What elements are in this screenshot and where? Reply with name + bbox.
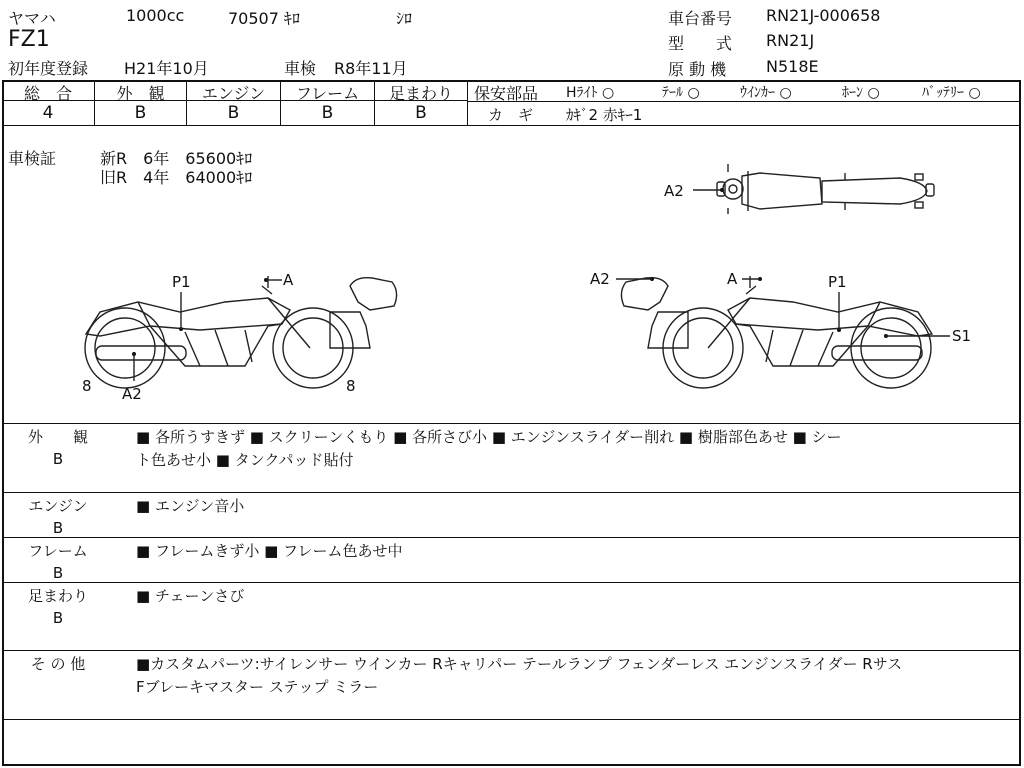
inspection-old: 旧R 4年 64000ｷﾛ <box>100 168 253 187</box>
shaken-label: 車検 <box>284 59 317 78</box>
check-mark-icon: ○ <box>601 85 615 101</box>
inspection-new: 新R 6年 65600ｷﾛ <box>100 149 253 168</box>
remark-text-suspension: ■ チェーンさび <box>136 587 245 605</box>
maker: ヤマハ <box>8 9 56 28</box>
label-left-8a: 8 <box>82 377 92 395</box>
top-view-bike <box>717 164 934 214</box>
remark-label-engine: エンジン B <box>28 497 88 537</box>
grade-value-exterior: B <box>134 103 147 123</box>
key-value: ｶｷﾞ2 赤ｷｰ1 <box>566 106 643 124</box>
label-right-p1: P1 <box>828 273 847 291</box>
grade-value-frame: B <box>321 103 334 123</box>
check-mark-icon: ○ <box>687 85 700 101</box>
inspection-label: 車検証 <box>8 149 57 168</box>
type-value: RN21J <box>766 31 815 50</box>
safety-item-battery: ﾊﾞｯﾃﾘｰ ○ <box>922 85 981 101</box>
body-color: ｼﾛ <box>396 9 413 28</box>
remarks-line-3 <box>2 582 1021 583</box>
remarks-line-2 <box>2 537 1021 538</box>
label-top-a2: A2 <box>664 182 684 200</box>
grade-value-overall: 4 <box>42 103 54 123</box>
right-view-bike <box>621 276 932 388</box>
grade-label-engine: エンジン <box>201 84 266 103</box>
grade-label-frame: フレーム <box>295 84 360 103</box>
displacement: 1000cc <box>126 6 185 25</box>
shaken-value: R8年11月 <box>334 59 408 78</box>
label-right-a2: A2 <box>590 270 610 288</box>
grade-label-suspension: 足まわり <box>388 84 453 103</box>
frame-no-value: RN21J-000658 <box>766 6 881 25</box>
frame-no-label: 車台番号 <box>668 9 733 28</box>
remarks-line-5 <box>2 719 1021 720</box>
safety-item-horn: ﾎｰﾝ ○ <box>842 85 880 101</box>
remark-text-engine: ■ エンジン音小 <box>136 497 245 515</box>
col-line-5 <box>467 80 468 125</box>
engine-value: N518E <box>766 57 819 76</box>
safety-item-tail: ﾃｰﾙ ○ <box>662 85 700 101</box>
remark-text-frame: ■ フレームきず小 ■ フレーム色あせ中 <box>136 542 403 560</box>
label-right-s1: S1 <box>952 327 972 345</box>
first-reg-value: H21年10月 <box>124 59 209 78</box>
remark-text-other: ■カスタムパーツ:サイレンサー ウインカー Rキャリパー テールランプ フェンダーレス エンジンスライダー Rサス Fブレーキマスター ステップ ミラー <box>136 655 903 696</box>
label-left-a2: A2 <box>122 385 142 403</box>
remarks-line-1 <box>2 492 1021 493</box>
check-mark-icon: ○ <box>968 85 981 101</box>
remark-label-suspension: 足まわり B <box>27 587 88 627</box>
type-label: 型 式 <box>668 34 733 53</box>
check-mark-icon: ○ <box>779 85 792 101</box>
grade-value-engine: B <box>227 103 240 123</box>
remark-label-exterior: 外 観 B <box>27 428 88 468</box>
remarks-top-line <box>2 423 1021 424</box>
grade-value-suspension: B <box>415 103 427 123</box>
check-mark-icon: ○ <box>867 85 880 101</box>
key-label: カ ギ <box>488 106 534 124</box>
remarks-line-4 <box>2 650 1021 651</box>
left-view-bike <box>85 276 397 388</box>
marker-dot <box>720 188 724 192</box>
label-left-a: A <box>283 271 294 289</box>
mileage: 70507 ｷﾛ <box>228 9 300 28</box>
first-reg-label: 初年度登録 <box>8 59 89 78</box>
safety-label: 保安部品 <box>474 84 539 103</box>
label-left-8b: 8 <box>346 377 356 395</box>
safety-item-winker: ｳｲﾝｶｰ ○ <box>740 85 792 101</box>
engine-label: 原 動 機 <box>668 60 727 79</box>
remark-text-exterior: ■ 各所うすきず ■ スクリーンくもり ■ 各所さび小 ■ エンジンスライダー削れ ■ 樹脂部色あせ ■ シー ト色あせ小 ■ タンクパッド貼付 <box>136 428 842 469</box>
safety-item-headlight: Hﾗｲﾄ ○ <box>566 85 615 101</box>
grade-label-overall: 総 合 <box>23 84 72 103</box>
label-left-p1: P1 <box>172 273 191 291</box>
grade-label-exterior: 外 観 <box>116 84 165 103</box>
label-right-a: A <box>727 270 738 288</box>
model-name: FZ1 <box>8 27 50 52</box>
remark-label-other: そ の 他 <box>30 655 86 673</box>
damage-diagram <box>0 126 1020 422</box>
remark-label-frame: フレーム B <box>28 542 88 582</box>
